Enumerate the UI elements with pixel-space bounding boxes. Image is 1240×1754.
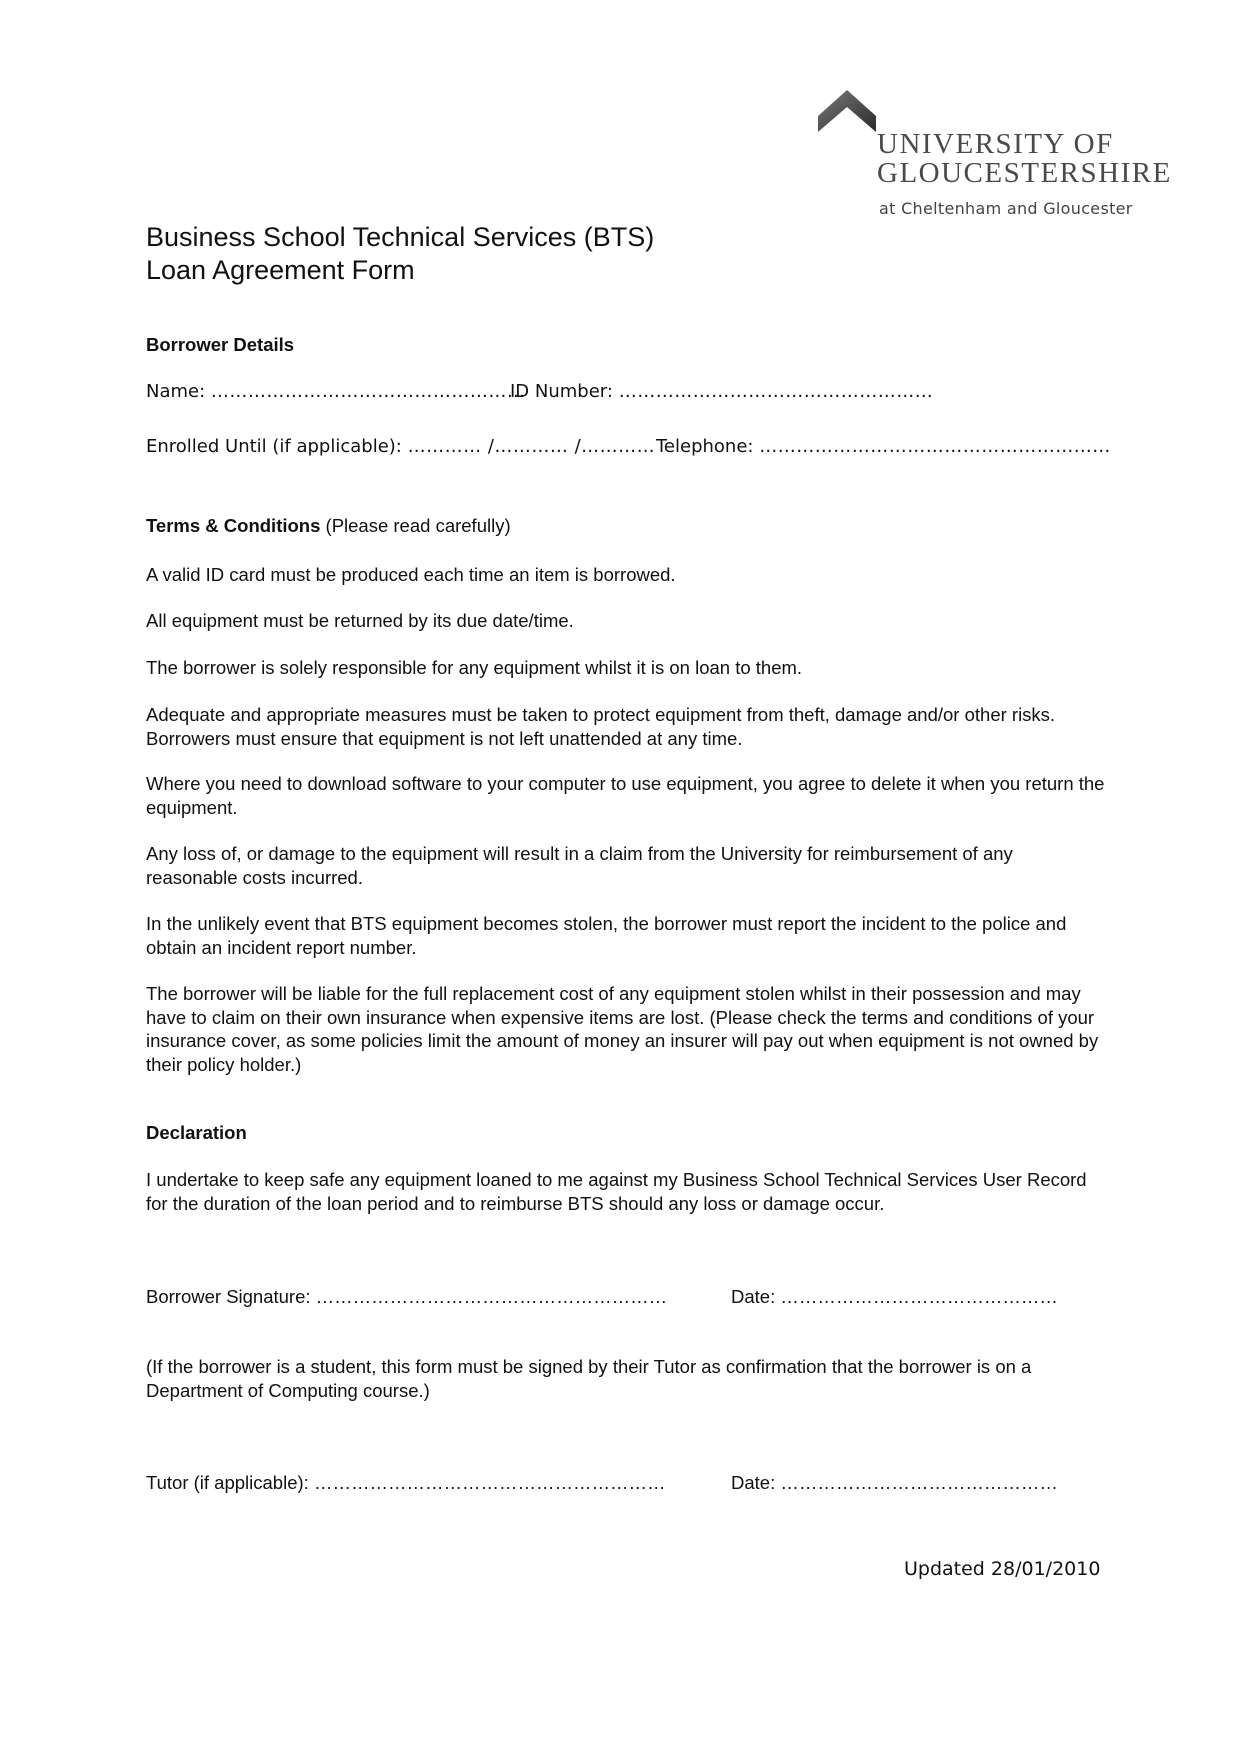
enrolled-until-blank[interactable]: ………… /………… /…………: [407, 436, 656, 457]
logo-text-line2: GLOUCESTERSHIRE: [877, 157, 1172, 189]
borrower-date-field[interactable]: [731, 1286, 1058, 1308]
updated-date: Updated 28/01/2010: [904, 1558, 1101, 1580]
logo-text-line1: UNIVERSITY OF: [877, 128, 1114, 160]
telephone-label: Telephone:: [656, 436, 754, 457]
enrolled-until-label: Enrolled Until (if applicable):: [146, 436, 402, 457]
tutor-date-label: Date:: [731, 1472, 776, 1493]
name-field[interactable]: [146, 381, 525, 402]
term-item: Where you need to download software to your computer to use equipment, you agree to delete it when you return the equipment.: [146, 773, 1105, 818]
tutor-label: Tutor (if applicable):: [146, 1472, 309, 1493]
borrower-signature-label: Borrower Signature:: [146, 1286, 311, 1307]
tutor-blank[interactable]: …………………………………………………: [313, 1472, 666, 1493]
term-item: The borrower will be liable for the full replacement cost of any equipment stolen whilst in their possession and may have to claim on their own insurance when expensive items are lost. (Please check the terms and conditions of your insurance cover, as some policies limit the amount of money an insurer will pay out when equipment is not owned by their policy holder.): [146, 983, 1099, 1075]
borrower-details-heading: Borrower Details: [146, 334, 295, 355]
name-blank[interactable]: ……………………………………………: [210, 381, 526, 402]
term-item: The borrower is solely responsible for any equipment whilst it is on loan to them.: [146, 657, 803, 678]
telephone-field[interactable]: [656, 436, 1111, 457]
term-item: All equipment must be returned by its due date/time.: [146, 610, 574, 631]
form-title-line1: Business School Technical Services (BTS): [146, 222, 655, 252]
terms-heading-row: [146, 515, 511, 537]
term-item: Any loss of, or damage to the equipment will result in a claim from the University for reimbursement of any reasonable costs incurred.: [146, 843, 1013, 888]
id-number-blank[interactable]: ……………………………………………: [618, 381, 934, 402]
term-item: A valid ID card must be produced each time an item is borrowed.: [146, 564, 676, 585]
id-number-label: ID Number:: [510, 381, 613, 402]
declaration-heading: Declaration: [146, 1122, 247, 1143]
tutor-signature-field[interactable]: [146, 1472, 665, 1494]
telephone-blank[interactable]: …………………………………………………: [759, 436, 1111, 457]
university-logo-chevron-icon: [818, 90, 876, 132]
logo-subtitle: at Cheltenham and Gloucester: [879, 199, 1133, 218]
term-item: Adequate and appropriate measures must be taken to protect equipment from theft, damage and/or other risks. Borrowers must ensure that equipment is not left unattended at any time.: [146, 704, 1056, 749]
terms-heading: Terms & Conditions: [146, 515, 321, 536]
term-item: In the unlikely event that BTS equipment becomes stolen, the borrower must report the incident to the police and obtain an incident report number.: [146, 913, 1067, 958]
id-number-field[interactable]: [510, 381, 933, 402]
student-note: (If the borrower is a student, this form must be signed by their Tutor as confirmation that the borrower is on a Department of Computing course.): [146, 1356, 1032, 1401]
borrower-date-blank[interactable]: ………………………………………: [780, 1286, 1058, 1307]
name-label: Name:: [146, 381, 206, 402]
tutor-date-field[interactable]: [731, 1472, 1058, 1494]
enrolled-until-field[interactable]: [146, 436, 655, 457]
borrower-signature-field[interactable]: [146, 1286, 667, 1308]
form-title-line2: Loan Agreement Form: [146, 255, 415, 285]
tutor-date-blank[interactable]: ………………………………………: [780, 1472, 1058, 1493]
borrower-date-label: Date:: [731, 1286, 776, 1307]
declaration-text: I undertake to keep safe any equipment loaned to me against my Business School Technical Services User Record for the duration of the loan period and to reimburse BTS should any loss or damage occur.: [146, 1169, 1087, 1214]
terms-heading-note: (Please read carefully): [320, 515, 511, 536]
borrower-signature-blank[interactable]: …………………………………………………: [315, 1286, 668, 1307]
